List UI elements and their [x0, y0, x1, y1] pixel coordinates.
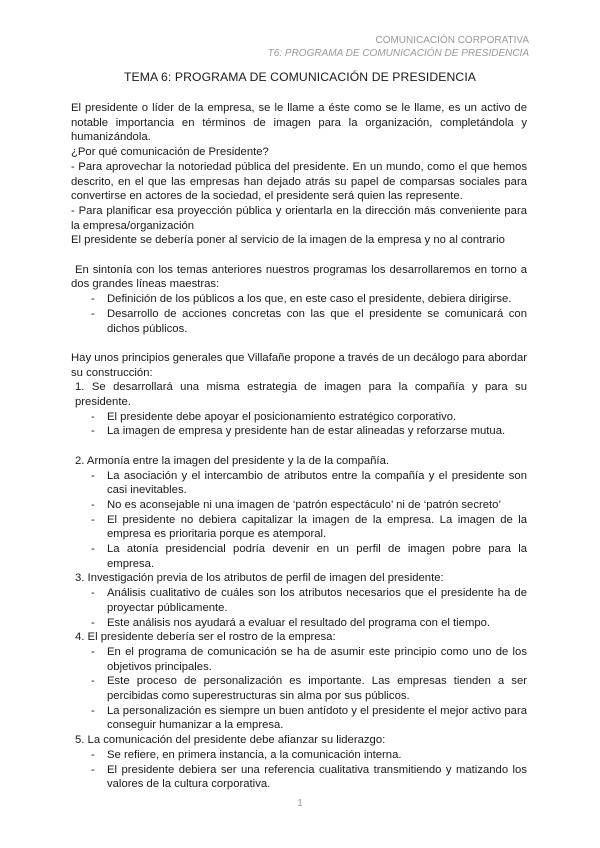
intro-paragraph: El presidente o líder de la empresa, se le llame a éste como se le llame, es un activo de notable importancia en términos de imagen para la organización, completándola y humanizándola. — [71, 102, 527, 144]
principle-heading: 4. El presidente debería ser el rostro de la empresa: — [75, 631, 336, 644]
header-topic: T6: PROGRAMA DE COMUNICACIÓN DE PRESIDENCIA — [267, 48, 529, 59]
intro-question: ¿Por qué comunicación de Presidente? — [71, 146, 269, 159]
list-item: - La personalización es siempre un buen antídoto y el presidente el mejor activo para conseguir humanizar a la empresa. — [71, 704, 527, 733]
list-item: - Definición de los públicos a los que, en este caso el presidente, debiera dirigirse. — [71, 292, 527, 307]
list-item: - El presidente debiera ser una referencia cualitativa transmitiendo y matizando los valores de la cultura corporativa. — [71, 763, 527, 792]
page-title: TEMA 6: PROGRAMA DE COMUNICACIÓN DE PRESIDENCIA — [123, 70, 477, 84]
list-item: - No es aconsejable ni una imagen de ‘patrón espectáculo’ ni de ‘patrón secreto’ — [71, 498, 527, 513]
list-item: - El presidente debe apoyar el posicionamiento estratégico corporativo. — [71, 410, 527, 425]
intro-reason-1: - Para aprovechar la notoriedad pública del presidente. En un mundo, como el que hemos descrito, en el que las empresas han dejado atrás su papel de comparsas sociales para convertirse en actores de la sociedad, el presidente será quien las represente. — [71, 160, 527, 203]
list-item: - La atonía presidencial podría devenir en un perfil de imagen pobre para la empresa. — [71, 542, 527, 571]
lines-paragraph: En sintonía con los temas anteriores nuestros programas los desarrollaremos en torno a dos grandes líneas maestras: — [71, 263, 531, 291]
list-item: - Se refiere, en primera instancia, a la comunicación interna. — [71, 748, 527, 763]
list-item: - Este análisis nos ayudará a evaluar el resultado del programa con el tiempo. — [71, 616, 527, 631]
principle-heading: 2. Armonía entre la imagen del presidente y la de la compañía. — [75, 454, 389, 467]
list-item: - La asociación y el intercambio de atributos entre la compañía y el presidente son casi inevitables. — [71, 469, 527, 498]
principle-heading: 3. Investigación previa de los atributos de perfil de imagen del presidente: — [75, 572, 444, 585]
list-item: - Este proceso de personalización es importante. Las empresas tienden a ser percibidas como superestructuras sin alma por sus públicos. — [71, 674, 527, 703]
list-item: - La imagen de empresa y presidente han de estar alineadas y reforzarse mutua. — [71, 424, 527, 439]
list-item: - Análisis cualitativo de cuáles son los atributos necesarios que el presidente ha de proyectar públicamente. — [71, 586, 527, 615]
intro-reason-2: - Para planificar esa proyección pública y orientarla en la dirección más conveniente para la empresa/organización — [71, 204, 527, 232]
header-course: COMUNICACIÓN CORPORATIVA — [375, 35, 529, 46]
principles-intro: Hay unos principios generales que Villafañe propone a través de un decálogo para abordar su construcción: — [71, 351, 527, 379]
document-body — [71, 101, 531, 792]
page-number: 1 — [297, 798, 303, 809]
list-item: - Desarrollo de acciones concretas con las que el presidente se comunicará con dichos públicos. — [71, 307, 527, 336]
list-item: - El presidente no debiera capitalizar la imagen de la empresa. La imagen de la empresa es prioritaria porque es atemporal. — [71, 513, 527, 542]
running-header — [268, 34, 529, 60]
principle-heading: 5. La comunicación del presidente debe afianzar su liderazgo: — [75, 734, 386, 747]
intro-conclusion: El presidente se debería poner al servicio de la imagen de la empresa y no al contrario — [71, 234, 505, 247]
principle-heading: 1. Se desarrollará una misma estrategia de imagen para la compañía y para su presidente. — [75, 381, 527, 409]
list-item: - En el programa de comunicación se ha de asumir este principio como uno de los objetivos principales. — [71, 645, 527, 674]
